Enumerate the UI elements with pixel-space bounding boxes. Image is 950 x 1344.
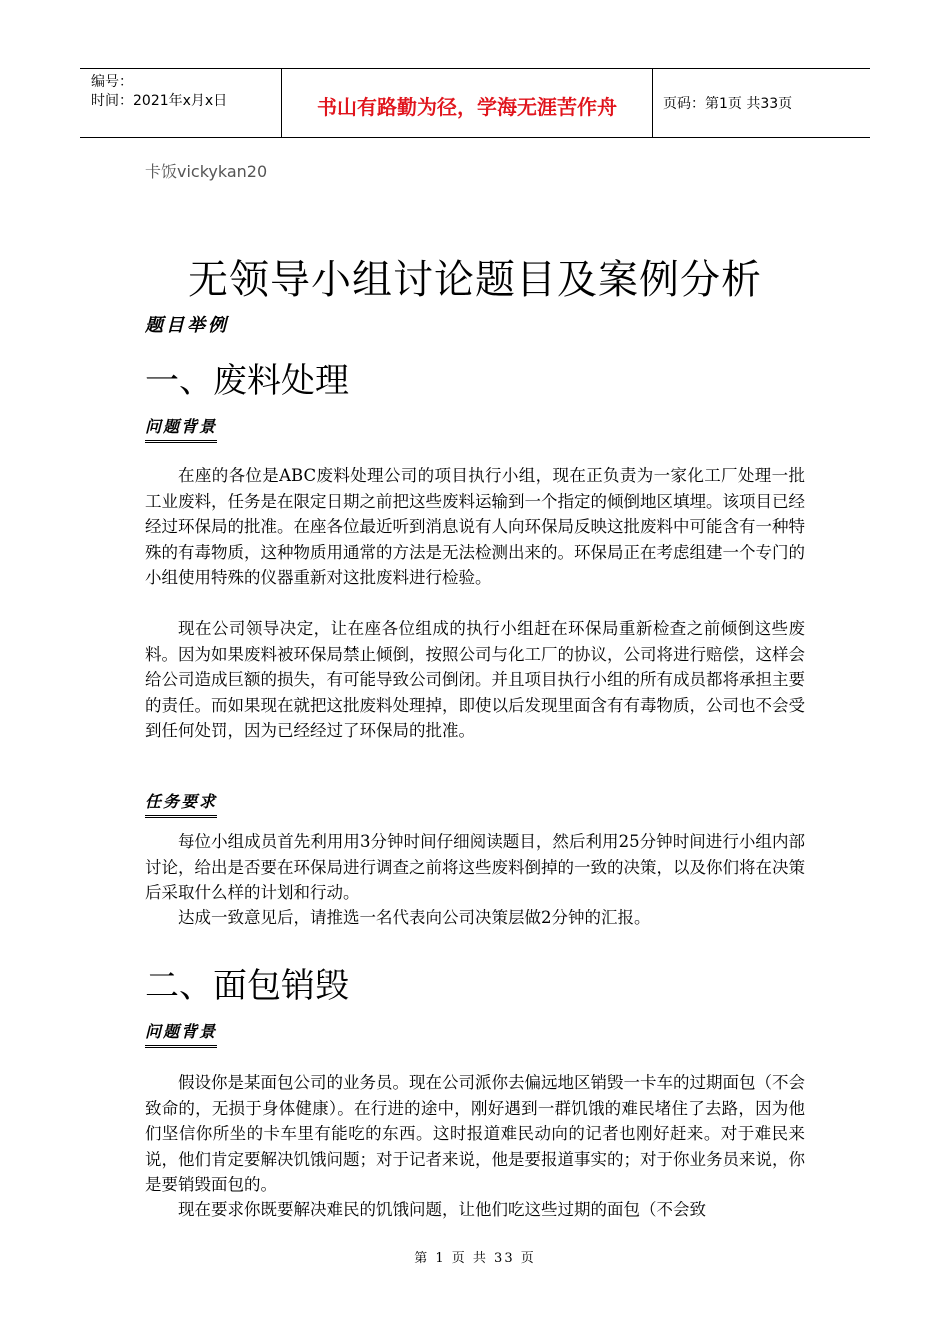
document-subtitle: 题目举例 [145, 315, 229, 336]
header-page-info: 页码：第1页 共33页 [663, 96, 793, 112]
body-paragraph: 现在要求你既要解决难民的饥饿问题，让他们吃这些过期的面包（不会致 [178, 1200, 706, 1219]
body-paragraph: 在座的各位是ABC废料处理公司的项目执行小组，现在正负责为一家化工厂处理一批工业废料，任务是在限定日期之前把这些废料运输到一个指定的倾倒地区填埋。该项目已经经过环保局的批准。在座各位最近听到消息说有人向环保局反映这批废料中可能含有一种特殊的有毒物质，这种物质用通常的方法是无法检测出来的。环保局正在考虑组建一个专门的小组使用特殊的仪器重新对这批废料进行检验。 [145, 466, 805, 587]
section-subheading: 任务要求 [145, 789, 217, 818]
author-line: 卡饭vickykan20 [145, 162, 268, 181]
section-heading: 一、废料处理 [145, 361, 349, 401]
section-subheading: 问题背景 [145, 414, 217, 443]
document-number-label: 编号： [91, 74, 133, 90]
section-heading: 二、面包销毁 [145, 966, 349, 1006]
header-meta [80, 69, 281, 137]
document-date: 时间：2021年x月x日 [91, 93, 228, 109]
body-paragraph: 每位小组成员首先利用用3分钟时间仔细阅读题目，然后利用25分钟时间进行小组内部讨论，给出是否要在环保局进行调查之前将这些废料倒掉的一致的决策，以及你们将在决策后采取什么样的计划和行动。 [145, 832, 805, 902]
body-paragraph: 现在公司领导决定，让在座各位组成的执行小组赶在环保局重新检查之前倾倒这些废料。因为如果废料被环保局禁止倾倒，按照公司与化工厂的协议，公司将进行赔偿，这样会给公司造成巨额的损失，有可能导致公司倒闭。并且项目执行小组的所有成员都将承担主要的责任。而如果现在就把这批废料处理掉，即使以后发现里面含有有毒物质，公司也不会受到任何处罚，因为已经经过了环保局的批准。 [145, 619, 805, 740]
header-motto: 书山有路勤为径，学海无涯苦作舟 [281, 69, 653, 137]
section-subheading: 问题背景 [145, 1019, 217, 1048]
page-header [80, 68, 870, 138]
body-paragraph: 达成一致意见后，请推选一名代表向公司决策层做2分钟的汇报。 [178, 908, 651, 927]
body-paragraph: 假设你是某面包公司的业务员。现在公司派你去偏远地区销毁一卡车的过期面包（不会致命的，无损于身体健康）。在行进的途中，刚好遇到一群饥饿的难民堵住了去路，因为他们坚信你所坐的卡车里有能吃的东西。这时报道难民动向的记者也刚好赶来。对于难民来说，他们肯定要解决饥饿问题；对于记者来说，他是要报道事实的；对于你业务员来说，你是要销毁面包的。 [145, 1073, 805, 1194]
document-title: 无领导小组讨论题目及案例分析 [188, 257, 762, 303]
page-footer: 第 1 页 共 33 页 [414, 1251, 536, 1266]
